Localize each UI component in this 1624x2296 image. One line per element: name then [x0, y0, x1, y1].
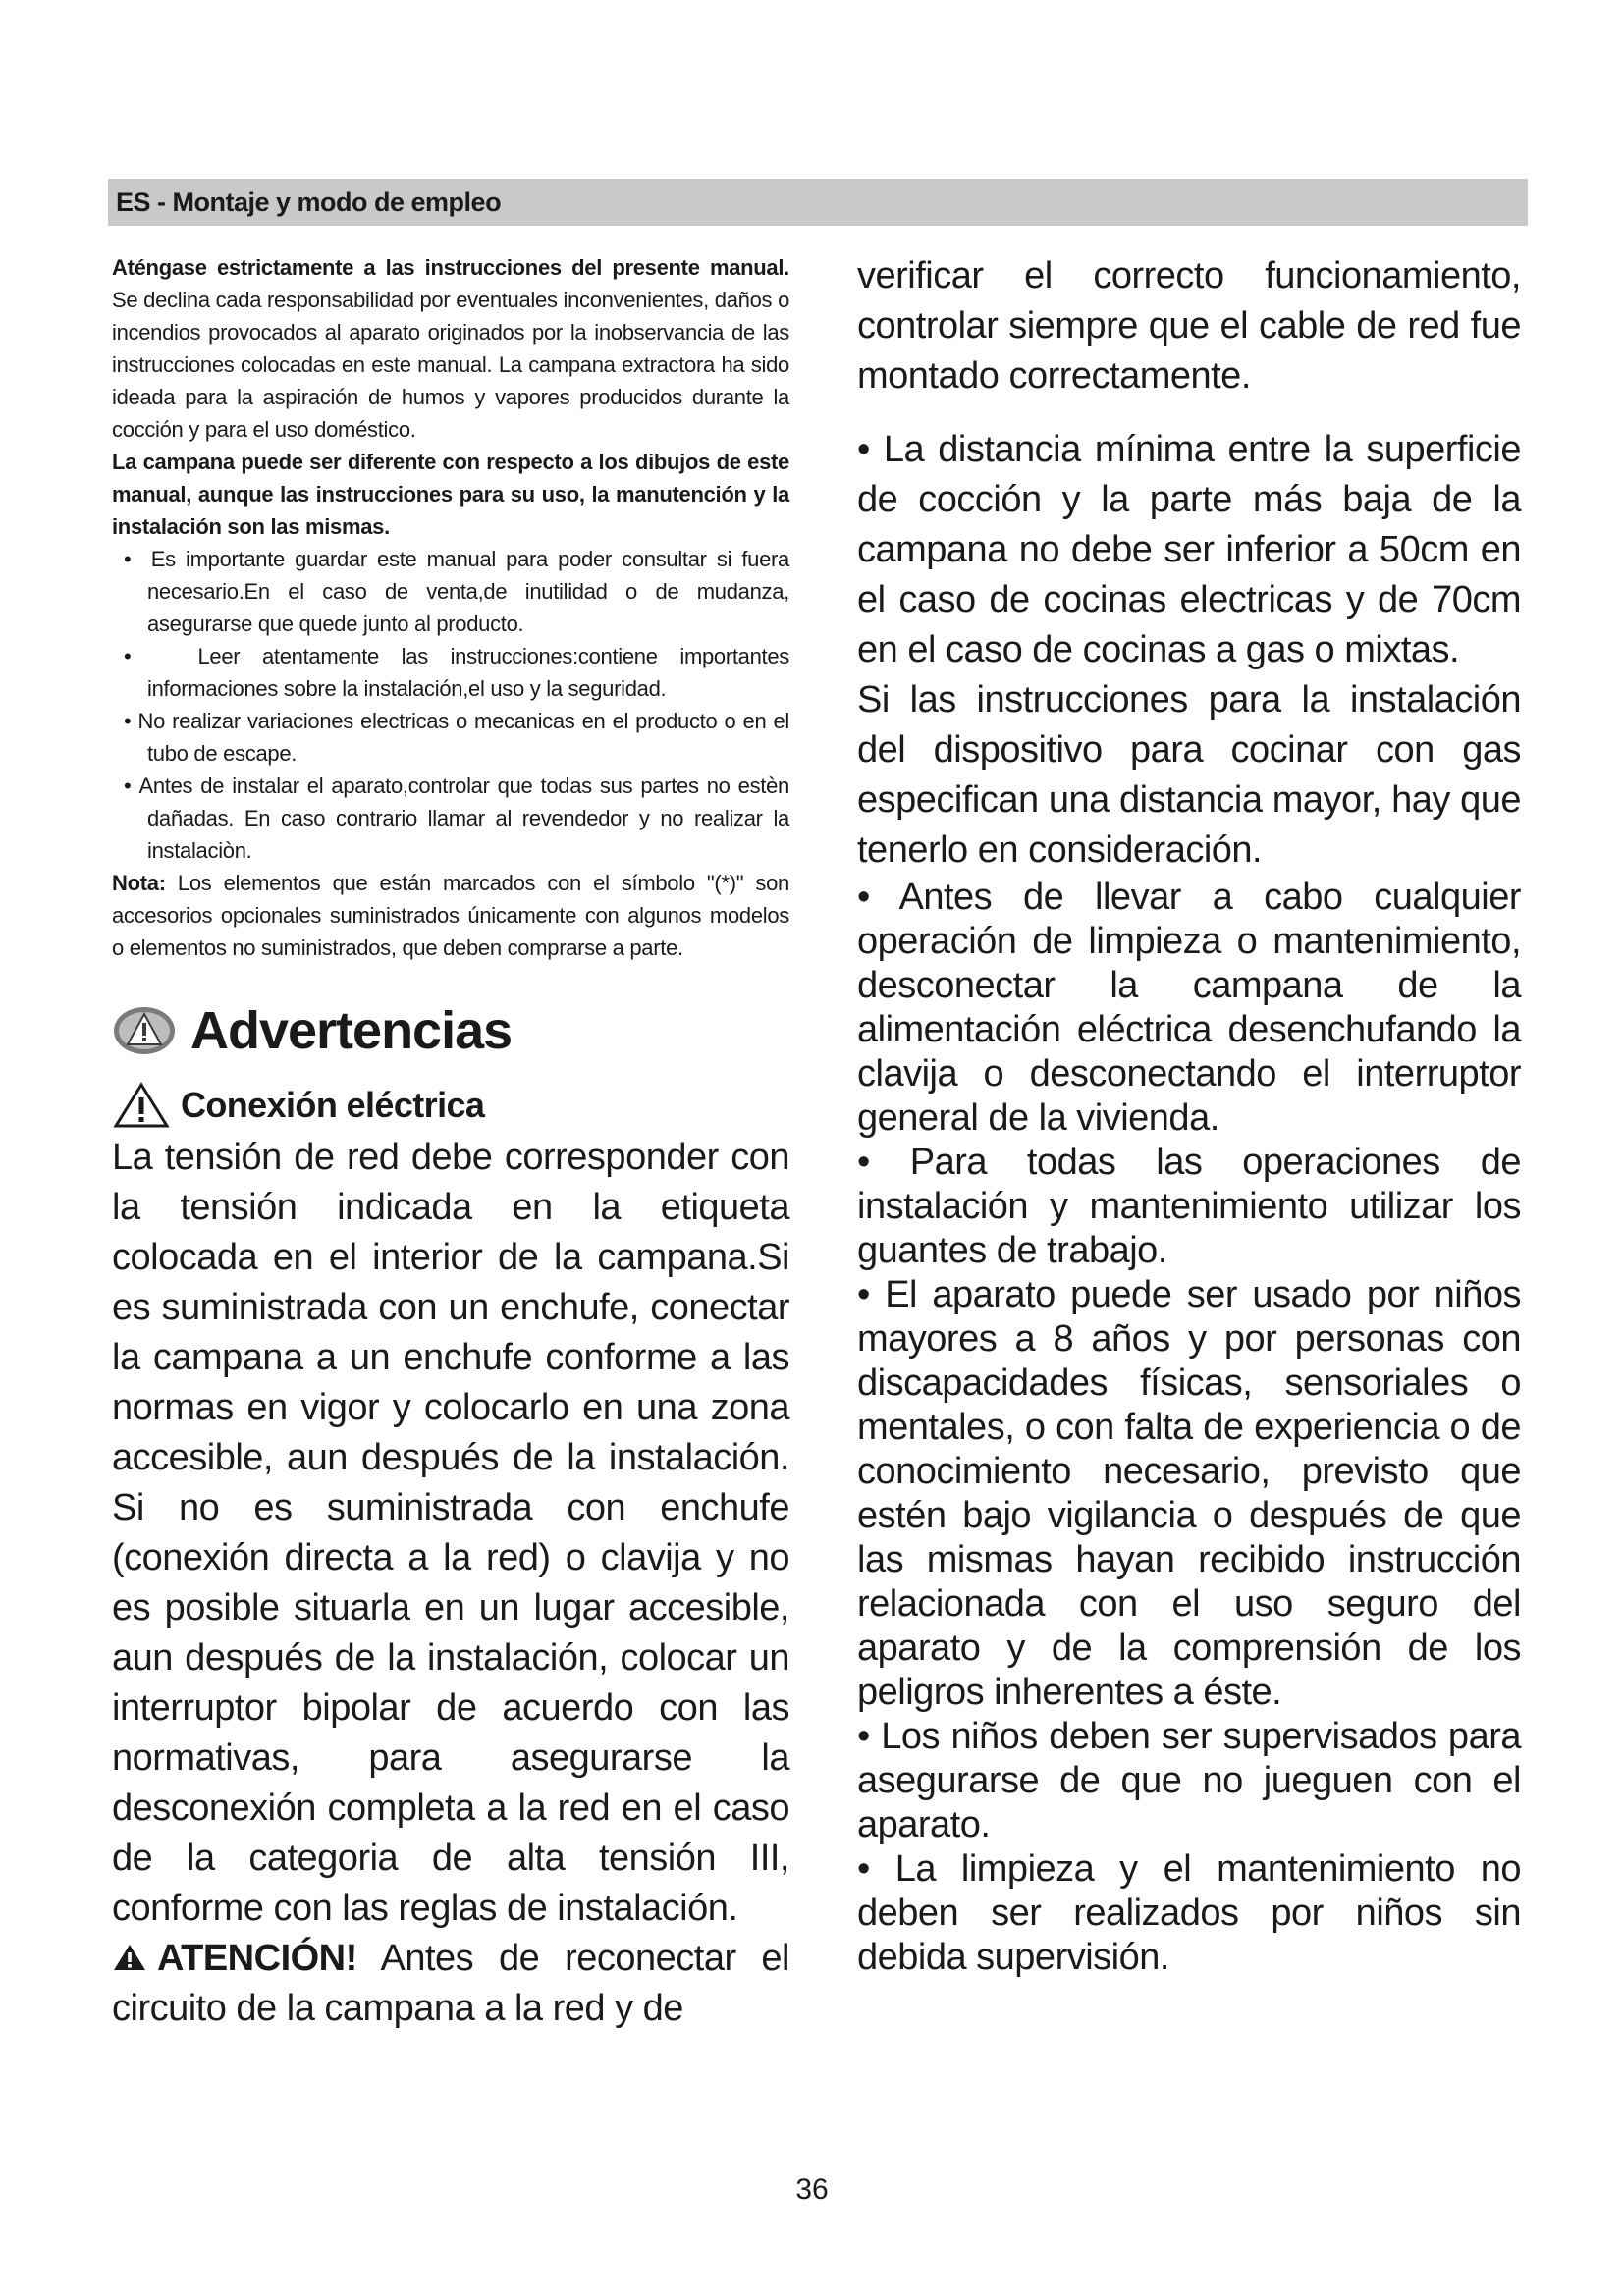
- intro-bullet-text: Leer atentamente las instrucciones:contiene importantes informaciones sobre la instalación,el uso y la seguridad.: [147, 644, 789, 701]
- intro-bullet-text: No realizar variaciones electricas o mecanicas en el producto o en el tubo de escape.: [137, 709, 789, 766]
- gas-paragraph: Si las instrucciones para la instalación del dispositivo para cocinar con gas especifican una distancia mayor, hay que tenerlo en consideración.: [857, 679, 1521, 871]
- left-column: [112, 251, 789, 2034]
- intro-bullet: • Leer atentamente las instrucciones:contiene importantes informaciones sobre la instalación,el uso y la seguridad.: [124, 644, 789, 701]
- page-number: 36: [795, 2173, 829, 2206]
- intro-notice: [112, 446, 789, 543]
- conexion-heading: [112, 1078, 789, 1133]
- section-header-title: ES - Montaje y modo de empleo: [116, 187, 502, 217]
- atencion-paragraph: [112, 1934, 789, 2034]
- intro-text: Se declina cada responsabilidad por eventuales inconvenientes, daños o incendios provocados al aparato originados por la inobservancia de las instrucciones colocadas en este manual. La campana extractora ha sido ideada para la aspiración de humos y vapores producidos durante la cocción y para el uso doméstico.: [112, 288, 789, 442]
- atencion-label: ATENCIÓN!: [157, 1938, 357, 1979]
- advertencias-heading: [112, 991, 789, 1070]
- safety-bullet: • El aparato puede ser usado por niños mayores a 8 años y por personas con discapacidades físicas, sensoriales o mentales, o con falta de experiencia o de conocimiento necesario, previsto que estén bajo vigilancia o después de que las mismas hayan recibido instrucción relacionada con el uso seguro del aparato y de la comprensión de los peligros inherentes a éste.: [857, 1274, 1521, 1713]
- intro-bullet: • No realizar variaciones electricas o mecanicas en el producto o en el tubo de escape.: [124, 709, 789, 766]
- intro-bullet: • Antes de instalar el aparato,controlar que todas sus partes no estèn dañadas. En caso contrario llamar al revendedor y no realizar la instalaciòn.: [124, 774, 789, 863]
- safety-bullet: • Los niños deben ser supervisados para asegurarse de que no jueguen con el aparato.: [857, 1716, 1521, 1845]
- right-column: [857, 251, 1521, 1980]
- nota-label: Nota:: [112, 871, 166, 895]
- intro-bullet-text: Antes de instalar el aparato,controlar que todas sus partes no estèn dañadas. En caso contrario llamar al revendedor y no realizar la instalaciòn.: [138, 774, 789, 863]
- intro-bold-lead: Aténgase estrictamente a las instrucciones del presente manual.: [112, 255, 789, 280]
- conexion-title: Conexión eléctrica: [181, 1085, 485, 1125]
- warning-filled-icon: [112, 1943, 147, 1972]
- continued-paragraph: verificar el correcto funcionamiento, controlar siempre que el cable de red fue montado correctamente.: [857, 255, 1521, 397]
- intro-paragraph: [112, 251, 789, 446]
- distance-paragraph: • La distancia mínima entre la superficie de cocción y la parte más baja de la campana no debe ser inferior a 50cm en el caso de cocinas electricas y de 70cm en el caso de cocinas a gas o mixtas.: [857, 429, 1521, 670]
- atencion-text: Antes de reconectar el circuito de la campana a la red y de: [112, 1938, 789, 2029]
- intro-notice-text: La campana puede ser diferente con respecto a los dibujos de este manual, aunque las instrucciones para su uso, la manutención y la instalación son las mismas.: [112, 450, 789, 539]
- section-header-bar: [108, 179, 1528, 226]
- safety-bullet: • Antes de llevar a cabo cualquier operación de limpieza o mantenimiento, desconectar la campana de la alimentación eléctrica desenchufando la clavija o desconectando el interruptor general de la vivienda.: [857, 877, 1521, 1139]
- safety-bullet: • La limpieza y el mantenimiento no deben ser realizados por niños sin debida supervisión.: [857, 1848, 1521, 1978]
- nota-text: Los elementos que están marcados con el símbolo "(*)" son accesorios opcionales suministrados únicamente con algunos modelos o elementos no suministrados, que deben comprarse a parte.: [112, 871, 789, 960]
- advertencias-title: Advertencias: [190, 1001, 513, 1060]
- safety-bullet: • Para todas las operaciones de instalación y mantenimiento utilizar los guantes de trabajo.: [857, 1142, 1521, 1271]
- nota-paragraph: [112, 867, 789, 964]
- warning-circle-icon: [112, 1005, 177, 1056]
- intro-bullet: • Es importante guardar este manual para poder consultar si fuera necesario.En el caso de venta,de inutilidad o de mudanza, asegurarse que quede junto al producto.: [124, 547, 789, 636]
- warning-triangle-icon: [112, 1081, 171, 1130]
- intro-bullet-text: Es importante guardar este manual para poder consultar si fuera necesario.En el caso de venta,de inutilidad o de mudanza, asegurarse que quede junto al producto.: [147, 547, 789, 636]
- conexion-text: La tensión de red debe corresponder con la tensión indicada en la etiqueta colocada en el interior de la campana.Si es suministrada con un enchufe, conectar la campana a un enchufe conforme a las normas en vigor y colocarlo en una zona accesible, aun después de la instalación. Si no es suministrada con enchufe (conexión directa a la red) o clavija y no es posible situarla en un lugar accesible, aun después de la instalación, colocar un interruptor bipolar de acuerdo con las normativas, para asegurarse la desconexión completa a la red en el caso de la categoria de alta tensión III, conforme con las reglas de instalación.: [112, 1137, 789, 1929]
